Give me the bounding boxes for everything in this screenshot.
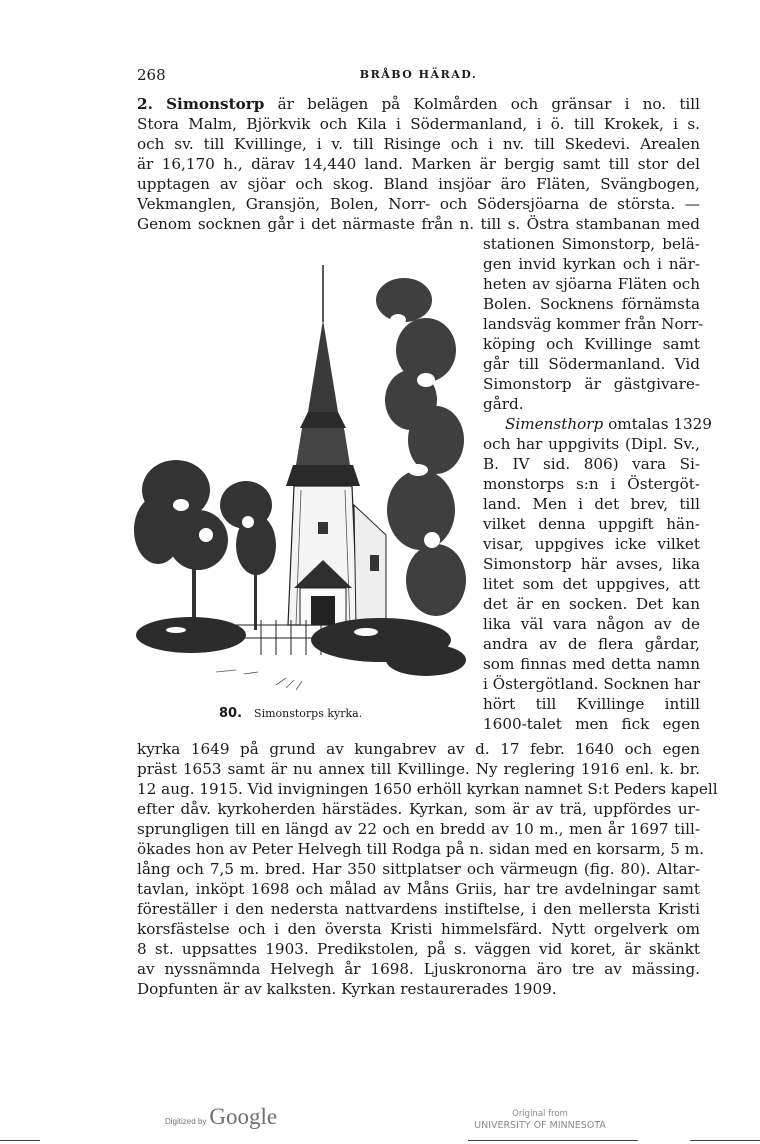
italic-name: Simensthorp — [505, 415, 604, 433]
text-line: går till Södermanland. Vid — [483, 355, 700, 373]
text-line: Simonstorp här avses, lika — [483, 555, 700, 573]
text-line: 8 st. uppsattes 1903. Predikstolen, på s. väggen vid koret, är skänkt — [137, 940, 700, 958]
text-line: visar, uppgives icke vilket — [483, 535, 700, 553]
text-line: Dopfunten är av kalksten. Kyrkan restaurerades 1909. — [137, 980, 557, 998]
edge-rule — [0, 1140, 40, 1141]
text-line: och sv. till Kvillinge, i v. till Risinge och i nv. till Skedevi. Arealen — [137, 135, 700, 153]
text-line: som finnas med detta namn — [483, 655, 700, 673]
edge-rule — [690, 1140, 760, 1141]
figure-number: 80. — [219, 706, 243, 721]
page-number: 268 — [137, 66, 166, 84]
text-line: av nyssnämnda Helvegh år 1698. Ljuskronorna äro tre av mässing. — [137, 960, 700, 978]
text-line — [137, 94, 700, 114]
parish-heading: Simonstorp — [166, 95, 265, 113]
text-line: monstorps s:n i Östergöt- — [483, 475, 700, 493]
text-line: 12 aug. 1915. Vid invigningen 1650 erhöll kyrkan namnet S:t Peders kapell — [137, 780, 718, 798]
text-line: gen invid kyrkan och i när- — [483, 255, 700, 273]
original-from-label: Original from — [512, 1109, 568, 1119]
text-line: föreställer i den nedersta nattvardens instiftelse, i den mellersta Kristi — [137, 900, 700, 918]
text-line: ökades hon av Peter Helvegh till Rodga på n. sidan med en korsarm, 5 m. — [137, 840, 704, 858]
text-line: gård. — [483, 395, 524, 413]
running-header — [137, 66, 700, 86]
google-logo: Google — [209, 1104, 278, 1129]
running-title: BRÅBO HÄRAD. — [359, 68, 478, 81]
text-line: i Östergötland. Socknen har — [483, 675, 701, 693]
figure-caption-text: Simonstorps kyrka. — [254, 707, 363, 720]
section-number: 2. — [137, 95, 153, 113]
figure-caption — [219, 706, 362, 721]
text-line: kyrka 1649 på grund av kungabrev av d. 17 febr. 1640 och egen — [137, 740, 700, 758]
text-line: Simonstorp är gästgivare- — [483, 375, 700, 393]
text-line: präst 1653 samt är nu annex till Kvillinge. Ny reglering 1916 enl. k. br. — [137, 760, 700, 778]
original-from — [465, 1108, 615, 1132]
text-line: upptagen av sjöar och skog. Bland insjöar äro Fläten, Svängbogen, — [137, 175, 700, 193]
text-line: efter dåv. kyrkoherden härstädes. Kyrkan, som är av trä, uppfördes ur- — [137, 800, 700, 818]
text-line: korsfästelse och i den översta Kristi himmelsfärd. Nytt orgelverk om — [137, 920, 700, 938]
text-line: andra av de flera gårdar, — [483, 635, 700, 653]
text-line: vilket denna uppgift hän- — [483, 515, 700, 533]
text-line: Stora Malm, Björkvik och Kila i Södermanland, i ö. till Krokek, i s. — [137, 115, 700, 133]
text-span: omtalas 1329 — [608, 415, 712, 433]
text-line: tavlan, inköpt 1698 och målad av Måns Griis, har tre avdelningar samt — [137, 880, 700, 898]
text-line: Vekmanglen, Gransjön, Bolen, Norr- och Södersjöarna de största. — — [137, 195, 700, 213]
text-line: köping och Kvillinge samt — [483, 335, 700, 353]
text-line: B. IV sid. 806) vara Si- — [483, 455, 700, 473]
text-line: litet som det uppgives, att — [483, 575, 700, 593]
text-line: lika väl vara någon av de — [483, 615, 700, 633]
text-line: landsväg kommer från Norr- — [483, 315, 704, 333]
text-line — [505, 414, 712, 434]
text-line: Bolen. Socknens förnämsta — [483, 295, 700, 313]
church-illustration — [136, 260, 466, 705]
university-name: UNIVERSITY OF MINNESOTA — [474, 1120, 606, 1131]
text-line: sprungligen till en längd av 22 och en bredd av 10 m., men år 1697 till- — [137, 820, 700, 838]
digitized-by-google — [165, 1104, 277, 1130]
text-line: hört till Kvillinge intill — [483, 695, 700, 713]
digitized-by-label: Digitized by — [165, 1117, 207, 1126]
text-line: lång och 7,5 m. bred. Har 350 sittplatser och värmeugn (fig. 80). Altar- — [137, 860, 700, 878]
text-line: det är en socken. Det kan — [483, 595, 700, 613]
text-line: land. Men i det brev, till — [483, 495, 700, 513]
text-line: stationen Simonstorp, belä- — [483, 235, 700, 253]
text-span: är belägen på Kolmården och gränsar i no. till — [277, 95, 701, 113]
text-line: är 16,170 h., därav 14,440 land. Marken är bergig samt till stor del — [137, 155, 700, 173]
text-line: 1600-talet men fick egen — [483, 715, 700, 733]
text-line: och har uppgivits (Dipl. Sv., — [483, 435, 700, 453]
text-line: heten av sjöarna Fläten och — [483, 275, 700, 293]
text-line: Genom socknen går i det närmaste från n. till s. Östra stambanan med — [137, 215, 700, 233]
edge-rule — [468, 1140, 638, 1141]
